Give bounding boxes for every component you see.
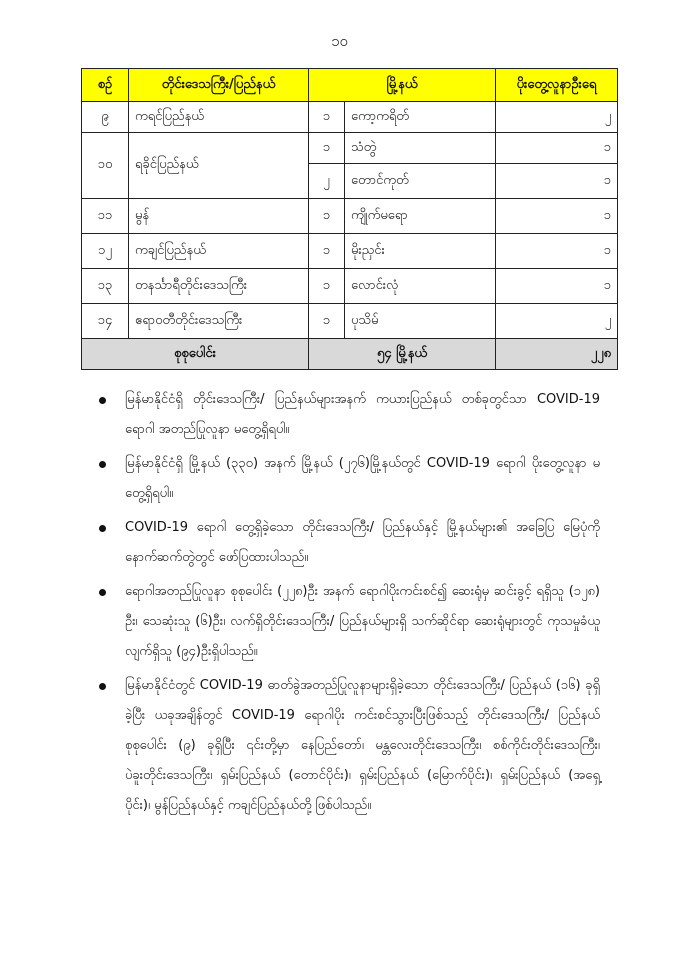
list-item [95, 385, 600, 445]
row-township: မိုးညှင်း [345, 234, 496, 269]
row-township-no: ၁ [309, 133, 345, 164]
total-label: စုစုပေါင်း [82, 339, 309, 370]
note-text: မြန်မာနိုင်ငံရှိ မြို့နယ် (၃၃၀) အနက် မြို့နယ် (၂၇၆)မြို့နယ်တွင် COVID-19 ရောဂါ ပိုးတွေ့လူနာ မတွေ့ရှိရပါ။ [125, 456, 600, 501]
total-cases: ၂၂၈ [496, 339, 618, 370]
list-item [95, 513, 600, 573]
row-region: တနင်္သာရီတိုင်းဒေသကြီး [129, 269, 309, 304]
page-number: ၁၀ [331, 32, 348, 50]
header-township: မြို့နယ် [309, 69, 496, 102]
row-no: ၁၁ [82, 199, 129, 234]
table-total-row [82, 339, 618, 370]
table-header-row [82, 69, 618, 102]
table-row [82, 199, 618, 234]
row-township: ပုသိမ် [345, 304, 496, 339]
bullet-icon [99, 683, 106, 690]
row-township: လောင်းလုံ [345, 269, 496, 304]
list-item [95, 449, 600, 509]
note-text: မြန်မာနိုင်ငံတွင် COVID-19 ဓာတ်ခွဲအတည်ပြုလူနာများရှိခဲ့သော တိုင်းဒေသကြီး/ ပြည်နယ် (၁၆) ခုရှိခဲ့ပြီး ယခုအချိန်တွင် COVID-19 ရောဂါပိုး ကင်းစင်သွားပြီးဖြစ်သည့် တိုင်းဒေသကြီး/ ပြည်နယ် စုစုပေါင်း (၉) ခုရှိပြီး ၎င်းတို့မှာ နေပြည်တော်၊ မန္တလေးတိုင်းဒေသကြီး၊ စစ်ကိုင်းတိုင်းဒေသကြီး၊ ပဲခူးတိုင်းဒေသကြီး၊ ရှမ်းပြည်နယ် (တောင်ပိုင်း)၊ ရှမ်းပြည်နယ် (မြောက်ပိုင်း)၊ ရှမ်းပြည်နယ် (အရှေ့ပိုင်း)၊ မွန်ပြည်နယ်နှင့် ကချင်ပြည်နယ်တို့ ဖြစ်ပါသည်။ [125, 678, 600, 813]
row-township: သံတွဲ [345, 133, 496, 164]
table-row [82, 304, 618, 339]
list-item [95, 671, 600, 821]
table-row [82, 269, 618, 304]
row-cases: ၁ [496, 133, 618, 164]
bullet-icon [99, 461, 106, 468]
row-township-no: ၁ [309, 199, 345, 234]
table-row [82, 234, 618, 269]
table-row [82, 133, 618, 164]
row-region: ကရင်ပြည်နယ် [129, 102, 309, 133]
row-township-no: ၁ [309, 269, 345, 304]
row-cases: ၁ [496, 234, 618, 269]
row-township-no: ၂ [309, 164, 345, 199]
township-cases-table [81, 68, 618, 370]
list-item [95, 577, 600, 667]
row-no: ၁၂ [82, 234, 129, 269]
note-text: ရောဂါအတည်ပြုလူနာ စုစုပေါင်း (၂၂၈)ဦး အနက် ရောဂါပိုးကင်းစင်၍ ဆေးရုံမှ ဆင်းခွင့် ရရှိသူ (၁၂၈) ဦး၊ သေဆုံးသူ (၆)ဦး၊ လက်ရှိတိုင်းဒေသကြီး/ ပြည်နယ်များရှိ သက်ဆိုင်ရာ ဆေးရုံများတွင် ကုသမှုခံယူလျက်ရှိသူ (၉၄)ဦးရှိပါသည်။ [125, 584, 600, 659]
header-no: စဉ် [82, 69, 129, 102]
row-township-no: ၁ [309, 234, 345, 269]
row-region: ကချင်ပြည်နယ် [129, 234, 309, 269]
total-townships: ၅၄ မြို့နယ် [309, 339, 496, 370]
row-region: ဧရာဝတီတိုင်းဒေသကြီး [129, 304, 309, 339]
row-region: ရခိုင်ပြည်နယ် [129, 133, 309, 199]
row-cases: ၁ [496, 199, 618, 234]
note-text: မြန်မာနိုင်ငံရှိ တိုင်းဒေသကြီး/ ပြည်နယ်များအနက် ကယားပြည်နယ် တစ်ခုတွင်သာ COVID-19 ရောဂါ အတည်ပြုလူနာ မတွေ့ရှိရပါ။ [125, 392, 600, 437]
row-region: မွန် [129, 199, 309, 234]
row-cases: ၁ [496, 269, 618, 304]
row-township: တောင်ကုတ် [345, 164, 496, 199]
row-township: ကော့ကရိတ် [345, 102, 496, 133]
row-township-no: ၁ [309, 102, 345, 133]
row-township-no: ၁ [309, 304, 345, 339]
row-no: ၁၀ [82, 133, 129, 199]
row-no: ၁၄ [82, 304, 129, 339]
note-text: COVID-19 ရောဂါ တွေ့ရှိခဲ့သော တိုင်းဒေသကြီး/ ပြည်နယ်နှင့် မြို့နယ်များ၏ အခြေပြ မြေပုံကို နောက်ဆက်တွဲတွင် ဖော်ပြထားပါသည်။ [125, 520, 600, 565]
bullet-icon [99, 589, 106, 596]
bullet-icon [99, 525, 106, 532]
header-region: တိုင်းဒေသကြီး/ပြည်နယ် [129, 69, 309, 102]
row-no: ၉ [82, 102, 129, 133]
table-row [82, 102, 618, 133]
row-cases: ၂ [496, 304, 618, 339]
row-cases: ၂ [496, 102, 618, 133]
row-township: ကျိုက်မရော [345, 199, 496, 234]
row-no: ၁၃ [82, 269, 129, 304]
notes-list [95, 385, 600, 825]
header-cases: ပိုးတွေ့လူနာဦးရေ [496, 69, 618, 102]
row-cases: ၁ [496, 164, 618, 199]
bullet-icon [99, 397, 106, 404]
